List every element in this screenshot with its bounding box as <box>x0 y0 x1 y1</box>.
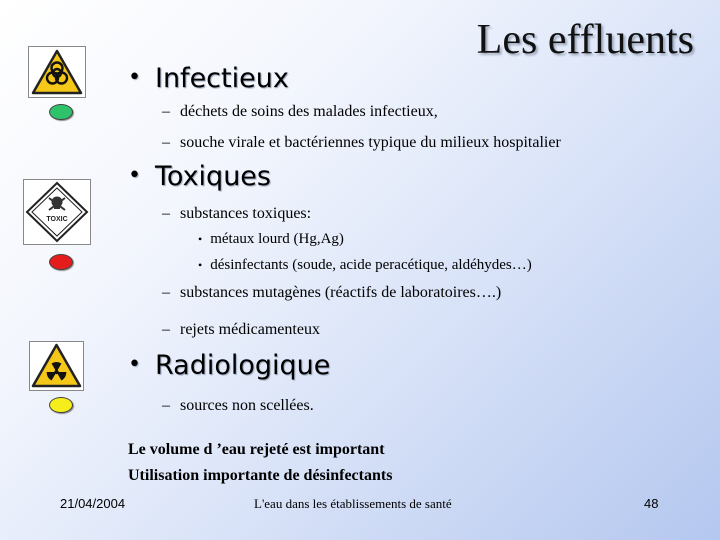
note-volume: Le volume d ’eau rejeté est important <box>128 441 385 458</box>
radiation-icon <box>29 341 84 391</box>
toxiques-item: – substances toxiques: <box>162 206 311 222</box>
footer-date: 21/04/2004 <box>60 496 126 511</box>
footer-title: L'eau dans les établissements de santé <box>254 496 452 511</box>
biohazard-icon <box>28 46 86 98</box>
infectieux-item: – souche virale et bactériennes typique du milieux hospitalier <box>162 135 561 151</box>
toxiques-subitem: • métaux lourd (Hg,Ag) <box>198 232 344 247</box>
toxic-label: TOXIC <box>46 216 68 223</box>
green-indicator <box>49 104 73 120</box>
toxic-icon <box>23 179 91 245</box>
note-desinfectants: Utilisation importante de désinfectants <box>128 467 393 484</box>
toxiques-item: – substances mutagènes (réactifs de laboratoires….) <box>162 285 501 301</box>
heading-radiologique: • Radiologique <box>128 352 330 379</box>
toxiques-item: – rejets médicamenteux <box>162 322 320 338</box>
heading-toxiques: • Toxiques <box>128 163 271 190</box>
red-indicator <box>49 254 73 270</box>
radiologique-item: – sources non scellées. <box>162 398 314 414</box>
infectieux-item: – déchets de soins des malades infectieux, <box>162 104 438 120</box>
slide-title: Les effluents <box>476 17 694 63</box>
heading-infectieux: • Infectieux <box>128 65 289 92</box>
toxiques-subitem: • désinfectants (soude, acide peracétique, aldéhydes…) <box>198 258 532 273</box>
page-number: 48 <box>644 496 659 511</box>
yellow-indicator <box>49 397 73 413</box>
